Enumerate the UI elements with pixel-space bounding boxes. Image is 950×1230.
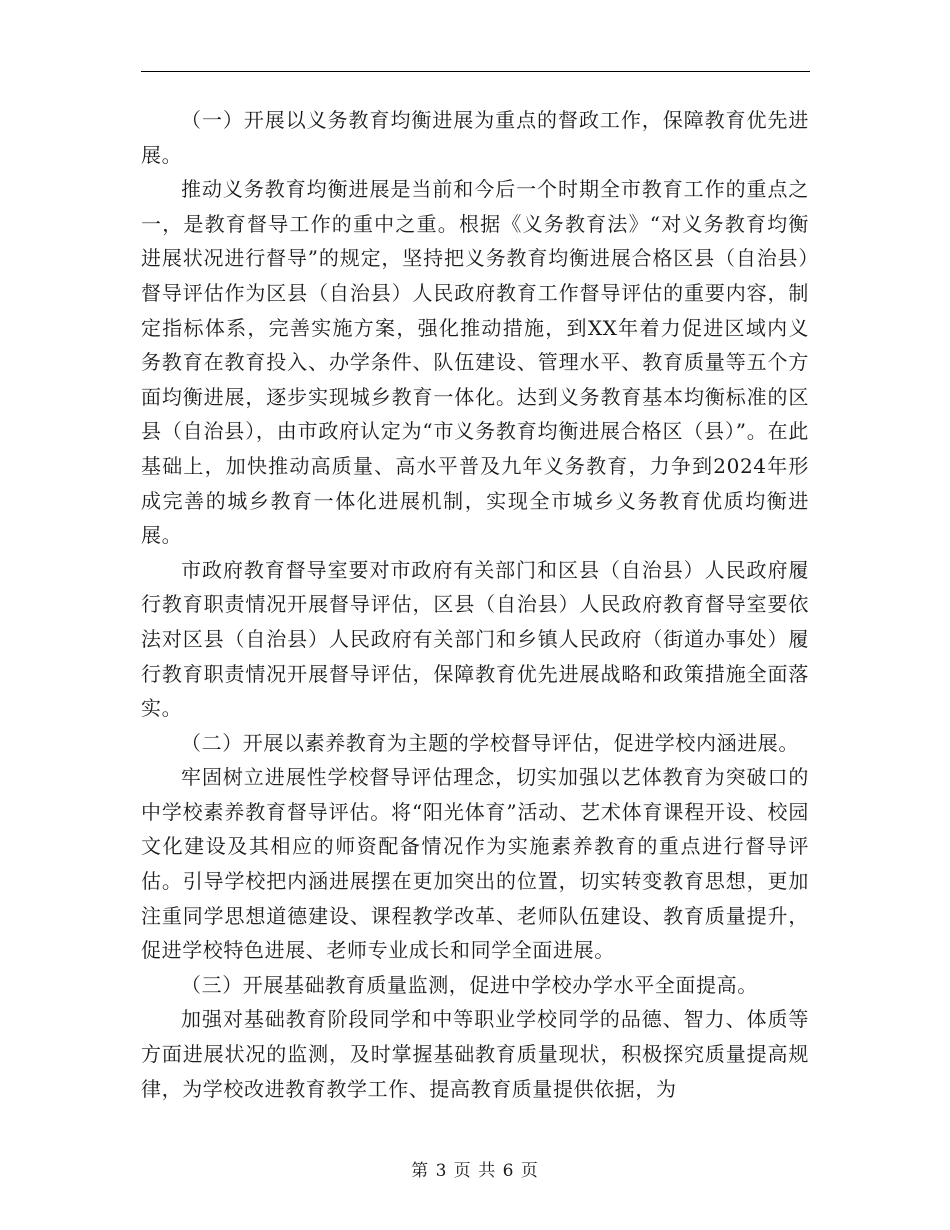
body-text <box>141 103 809 1106</box>
section-heading-3: （三）开展基础教育质量监测，促进中学校办学水平全面提高。 <box>181 972 758 997</box>
paragraph: 加强对基础教育阶段同学和中等职业学校同学的品德、智力、体质等方面进展状况的监测，及时掌握基础教育质量现状，积极探究质量提高规律，为学校改进教育教学工作、提高教育质量提供依据，为 <box>141 1007 809 1101</box>
section-heading-1: （一）开展以义务教育均衡进展为重点的督政工作，保障教育优先进展。 <box>141 108 809 167</box>
page-footer: 第 3 页 共 6 页 <box>411 1161 539 1181</box>
paragraph: 推动义务教育均衡进展是当前和今后一个时期全市教育工作的重点之一，是教育督导工作的重中之重。根据《义务教育法》“对义务教育均衡进展状况进行督导”的规定，坚持把义务教育均衡进展合格区县（自治县）督导评估作为区县（自治县）人民政府教育工作督导评估的重要内容，制定指标体系，完善实施方案，强化推动措施，到XX年着力促进区域内义务教育在教育投入、办学条件、队伍建设、管理水平、教育质量等五个方面均衡进展，逐步实现城乡教育一体化。达到义务教育基本均衡标准的区县（自治县），由市政府认定为“市义务教育均衡进展合格区（县）”。在此基础上，加快推动高质量、高水平普及九年义务教育，力争到2024年形成完善的城乡教育一体化进展机制，实现全市城乡义务教育优质均衡进展。 <box>141 177 809 548</box>
paragraph: 牢固树立进展性学校督导评估理念，切实加强以艺体教育为突破口的中学校素养教育督导评估。将“阳光体育”活动、艺术体育课程开设、校园文化建设及其相应的师资配备情况作为实施素养教育的重点进行督导评估。引导学校把内涵进展摆在更加突出的位置，切实转变教育思想，更加注重同学思想道德建设、课程教学改革、老师队伍建设、教育质量提升，促进学校特色进展、老师专业成长和同学全面进展。 <box>141 765 809 963</box>
paragraph: 市政府教育督导室要对市政府有关部门和区县（自治县）人民政府履行教育职责情况开展督导评估，区县（自治县）人民政府教育督导室要依法对区县（自治县）人民政府有关部门和乡镇人民政府（街道办事处）履行教育职责情况开展督导评估，保障教育优先进展战略和政策措施全面落实。 <box>141 557 809 721</box>
section-heading-2: （二）开展以素养教育为主题的学校督导评估，促进学校内涵进展。 <box>181 730 799 755</box>
header-rule <box>141 71 810 72</box>
